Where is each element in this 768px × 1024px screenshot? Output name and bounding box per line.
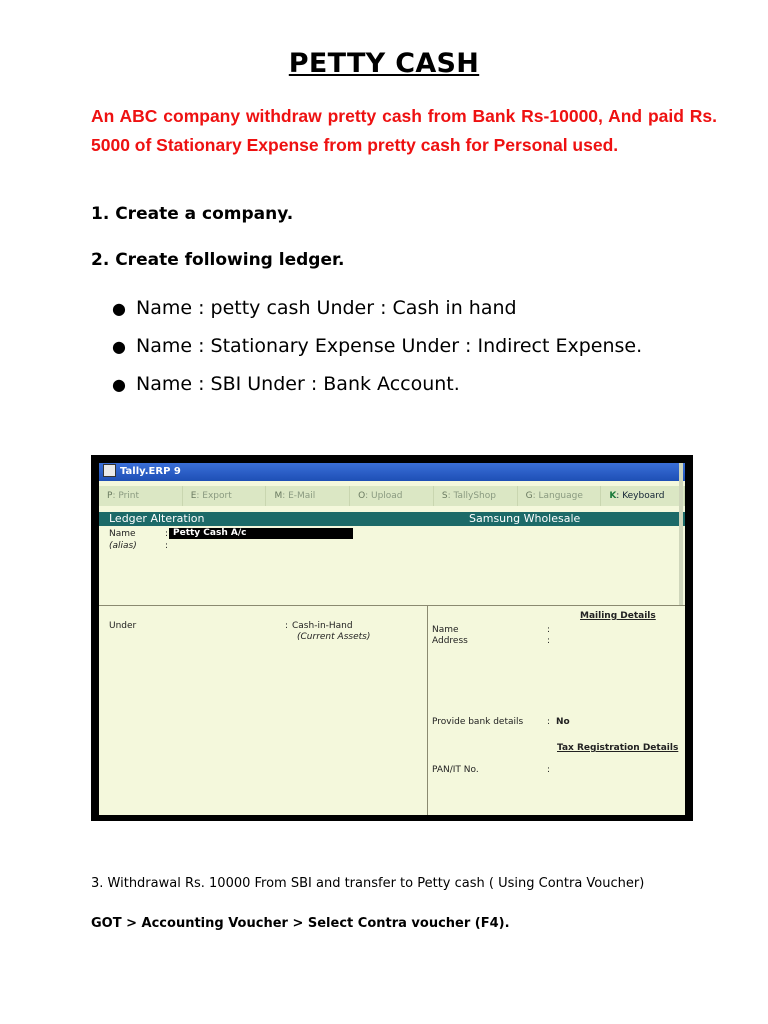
upload-button[interactable]: O: Upload [350,486,434,506]
step-navigation: GOT > Accounting Voucher > Select Contra voucher (F4). [91,916,510,931]
pan-label: PAN/IT No. [432,765,479,775]
colon: : [547,717,551,727]
bank-details-label: Provide bank details [432,717,524,727]
tally-window [99,463,685,815]
bank-details-value[interactable]: No [556,717,570,727]
colon: : [285,621,289,631]
email-button[interactable]: M: E-Mail [266,486,350,506]
step-withdrawal: 3. Withdrawal Rs. 10000 From SBI and transfer to Petty cash ( Using Contra Voucher) [91,876,645,891]
bullet-icon: ● [112,337,126,356]
colon: : [547,765,551,775]
page-title: PETTY CASH [288,48,480,79]
tallyshop-button[interactable]: S: TallyShop [434,486,518,506]
mail-name-label: Name [432,625,459,635]
screen-header [99,512,685,526]
alias-label: (alias) [109,541,137,551]
under-group: (Current Assets) [297,632,371,642]
name-label: Name [109,529,136,539]
tax-registration-title: Tax Registration Details [557,743,679,753]
tally-screenshot [91,455,693,821]
bullet-icon: ● [112,299,126,318]
print-button[interactable]: P: Print [99,486,183,506]
scrollbar[interactable] [679,463,683,605]
under-value[interactable]: Cash-in-Hand [292,621,353,631]
language-button[interactable]: G: Language [518,486,602,506]
window-title: Tally.ERP 9 [120,466,181,477]
window-titlebar [99,463,685,481]
mailing-details-title: Mailing Details [580,611,656,621]
ledger-list [112,293,642,407]
divider [99,605,685,606]
button-bar [99,486,685,506]
colon: : [165,529,169,539]
colon: : [547,625,551,635]
app-icon [103,464,116,477]
list-item: ● Name : SBI Under : Bank Account. [112,369,642,407]
step-create-company: 1. Create a company. [91,204,294,224]
bullet-icon: ● [112,375,126,394]
name-input[interactable]: Petty Cash A/c [169,528,353,539]
company-name: Samsung Wholesale [469,512,581,525]
list-item: ● Name : Stationary Expense Under : Indirect Expense. [112,331,642,369]
divider [427,605,428,815]
step-create-ledger: 2. Create following ledger. [91,250,345,270]
colon: : [547,636,551,646]
export-button[interactable]: E: Export [183,486,267,506]
under-label: Under [109,621,137,631]
colon: : [165,541,169,551]
list-item: ● Name : petty cash Under : Cash in hand [112,293,642,331]
mail-address-label: Address [432,636,468,646]
keyboard-button[interactable]: K: Keyboard [601,486,685,506]
screen-title: Ledger Alteration [109,512,205,525]
problem-statement: An ABC company withdraw pretty cash from Bank Rs-10000, And paid Rs. 5000 of Stationary Expense from pretty cash for Personal used. [91,106,717,155]
